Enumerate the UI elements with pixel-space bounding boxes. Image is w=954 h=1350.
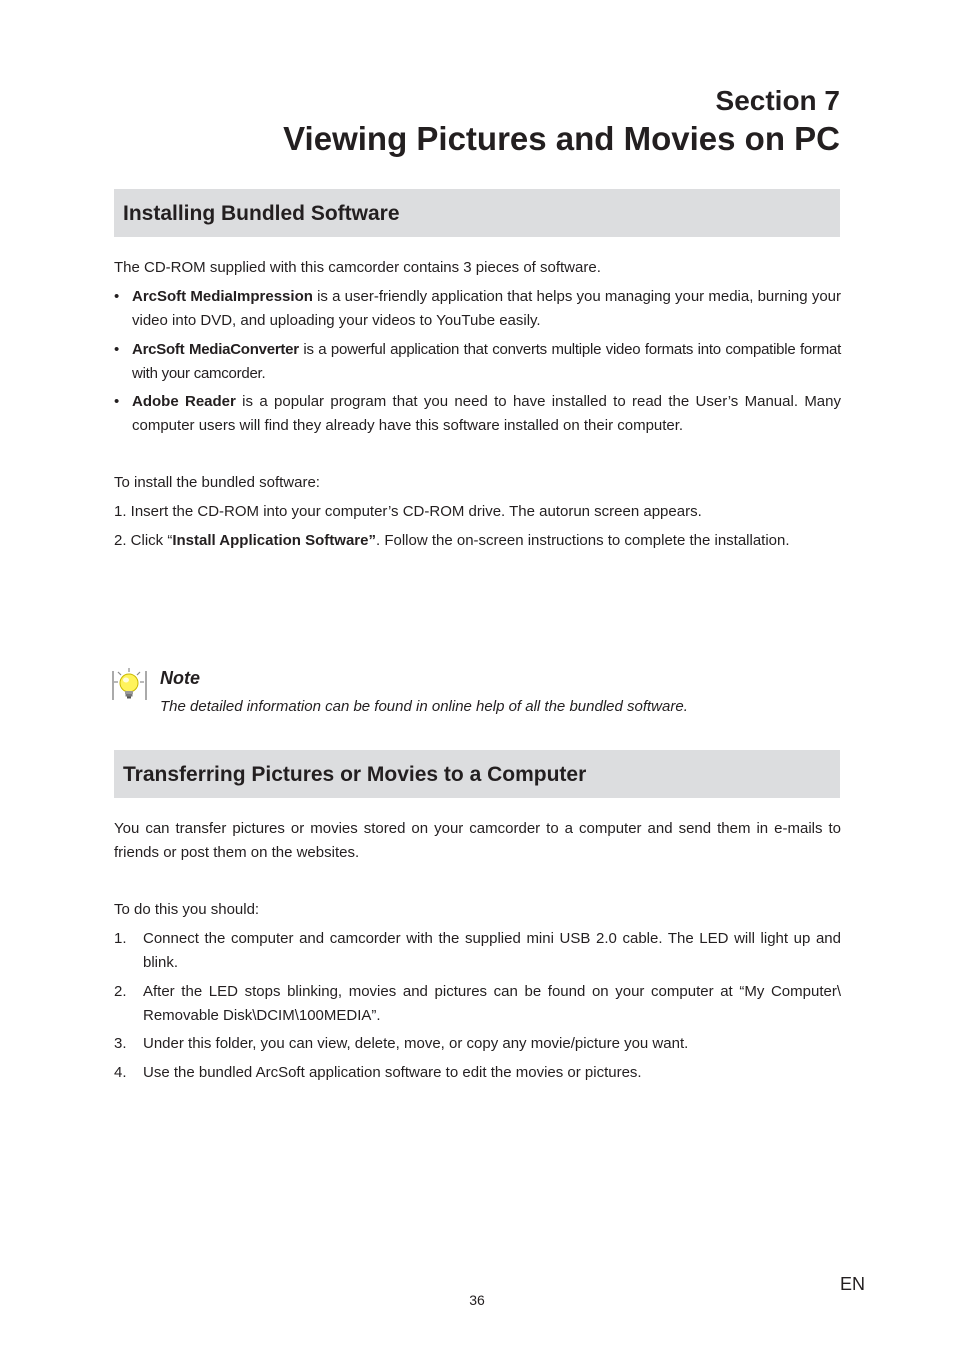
step-number: 3. — [114, 1035, 127, 1052]
step-text: Connect the computer and camcorder with the supplied mini USB 2.0 cable. The LED will light up and blink. — [143, 930, 841, 971]
step-text: Use the bundled ArcSoft application software to edit the movies or pictures. — [143, 1064, 642, 1081]
transfer-intro: You can transfer pictures or movies stored on your camcorder to a computer and send them in e-mails to friends or post them on the websites. — [114, 820, 841, 861]
install-steps-intro: To install the bundled software: — [114, 474, 320, 491]
software-description: is a popular program that you need to have installed to read the User’s Manual. Many computer users will find they already have this software installed on their computer. — [132, 393, 841, 434]
bullet-mark: • — [114, 341, 120, 358]
transfer-step-2 — [114, 980, 841, 1028]
note-title: Note — [160, 668, 200, 688]
software-name: Adobe Reader — [132, 393, 236, 410]
install-step-2 — [114, 529, 841, 553]
step2-action: Install Application Software” — [172, 532, 376, 549]
install-step-1: 1. Insert the CD-ROM into your computer’s CD-ROM drive. The autorun screen appears. — [114, 503, 702, 520]
install-heading: Installing Bundled Software — [123, 202, 400, 225]
install-intro: The CD-ROM supplied with this camcorder contains 3 pieces of software. — [114, 259, 601, 276]
install-heading-band — [114, 189, 840, 237]
step-number: 4. — [114, 1064, 127, 1081]
transfer-step-3 — [114, 1032, 841, 1056]
transfer-heading-band — [114, 750, 840, 798]
step-number: 1. — [114, 930, 127, 947]
section-label: Section 7 — [715, 85, 840, 116]
software-description: is a user-friendly application that helps you managing your media, burning your video into DVD, and uploading your videos to YouTube easily. — [132, 288, 841, 329]
software-name: ArcSoft MediaConverter — [132, 341, 299, 358]
bullet-mediaconverter — [114, 338, 841, 386]
step2-prefix: 2. Click “ — [114, 532, 173, 549]
bullet-mediaimpression — [114, 285, 841, 333]
page-number: 36 — [469, 1292, 485, 1308]
transfer-step-1 — [114, 927, 841, 975]
transfer-step-4 — [114, 1061, 841, 1085]
step-text: After the LED stops blinking, movies and pictures can be found on your computer at “My Computer\ Removable Disk\DCIM\100MEDIA”. — [143, 983, 841, 1024]
step-number: 2. — [114, 983, 127, 1000]
note-text: The detailed information can be found in online help of all the bundled software. — [160, 698, 688, 715]
lightbulb-icon — [112, 666, 148, 702]
software-name: ArcSoft MediaImpression — [132, 288, 313, 305]
software-description: is a powerful application that converts multiple video formats into compatible format with your camcorder. — [132, 341, 842, 382]
transfer-steps-intro: To do this you should: — [114, 901, 260, 918]
step2-suffix: . Follow the on-screen instructions to complete the installation. — [375, 532, 790, 549]
step-text: Under this folder, you can view, delete, move, or copy any movie/picture you want. — [143, 1035, 689, 1052]
section-title: Viewing Pictures and Movies on PC — [283, 120, 840, 157]
language-tag: EN — [840, 1274, 866, 1294]
bullet-adobe-reader — [114, 390, 841, 438]
bullet-mark: • — [114, 288, 120, 305]
transfer-heading: Transferring Pictures or Movies to a Computer — [123, 763, 587, 786]
bullet-mark: • — [114, 393, 120, 410]
